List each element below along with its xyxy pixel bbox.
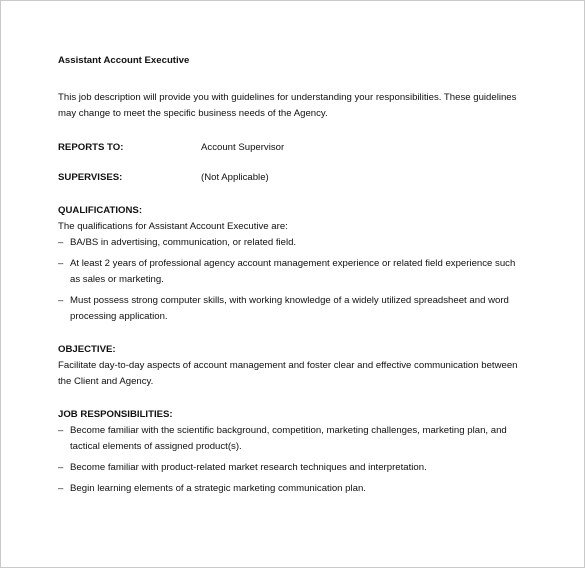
list-item: – Become familiar with the scientific background, competition, marketing challenges, marketing plan, and tactical elements of assigned product(s). <box>58 423 528 455</box>
responsibilities-list <box>58 423 528 497</box>
list-item: – Become familiar with product-related market research techniques and interpretation. <box>58 460 528 476</box>
supervises-value: (Not Applicable) <box>201 172 269 183</box>
reports-to-row <box>58 140 528 156</box>
list-item: – At least 2 years of professional agency account management experience or related field experience such as sales or marketing. <box>58 256 528 288</box>
qualifications-lead: The qualifications for Assistant Account Executive are: <box>58 221 288 232</box>
document-title: Assistant Account Executive <box>58 55 190 66</box>
qualifications-section <box>58 203 528 325</box>
responsibilities-section <box>58 407 528 497</box>
responsibilities-heading: JOB RESPONSIBILITIES: <box>58 409 173 420</box>
job-description <box>58 53 528 502</box>
objective-section <box>58 342 528 390</box>
list-item: – Must possess strong computer skills, with working knowledge of a widely utilized spreadsheet and word processing application. <box>58 293 528 325</box>
objective-heading: OBJECTIVE: <box>58 344 116 355</box>
list-item: – BA/BS in advertising, communication, or related field. <box>58 235 528 251</box>
reports-to-value: Account Supervisor <box>201 142 285 153</box>
intro-paragraph: This job description will provide you with guidelines for understanding your responsibilities. These guidelines may change to meet the specific business needs of the Agency. <box>58 92 517 119</box>
supervises-label: SUPERVISES: <box>58 172 123 183</box>
objective-text: Facilitate day-to-day aspects of account management and foster clear and effective communication between the Client and Agency. <box>58 360 518 387</box>
reports-to-label: REPORTS TO: <box>58 142 124 153</box>
supervises-row <box>58 170 528 186</box>
list-item: – Begin learning elements of a strategic marketing communication plan. <box>58 481 528 497</box>
qualifications-heading: QUALIFICATIONS: <box>58 205 143 216</box>
qualifications-list <box>58 235 528 325</box>
